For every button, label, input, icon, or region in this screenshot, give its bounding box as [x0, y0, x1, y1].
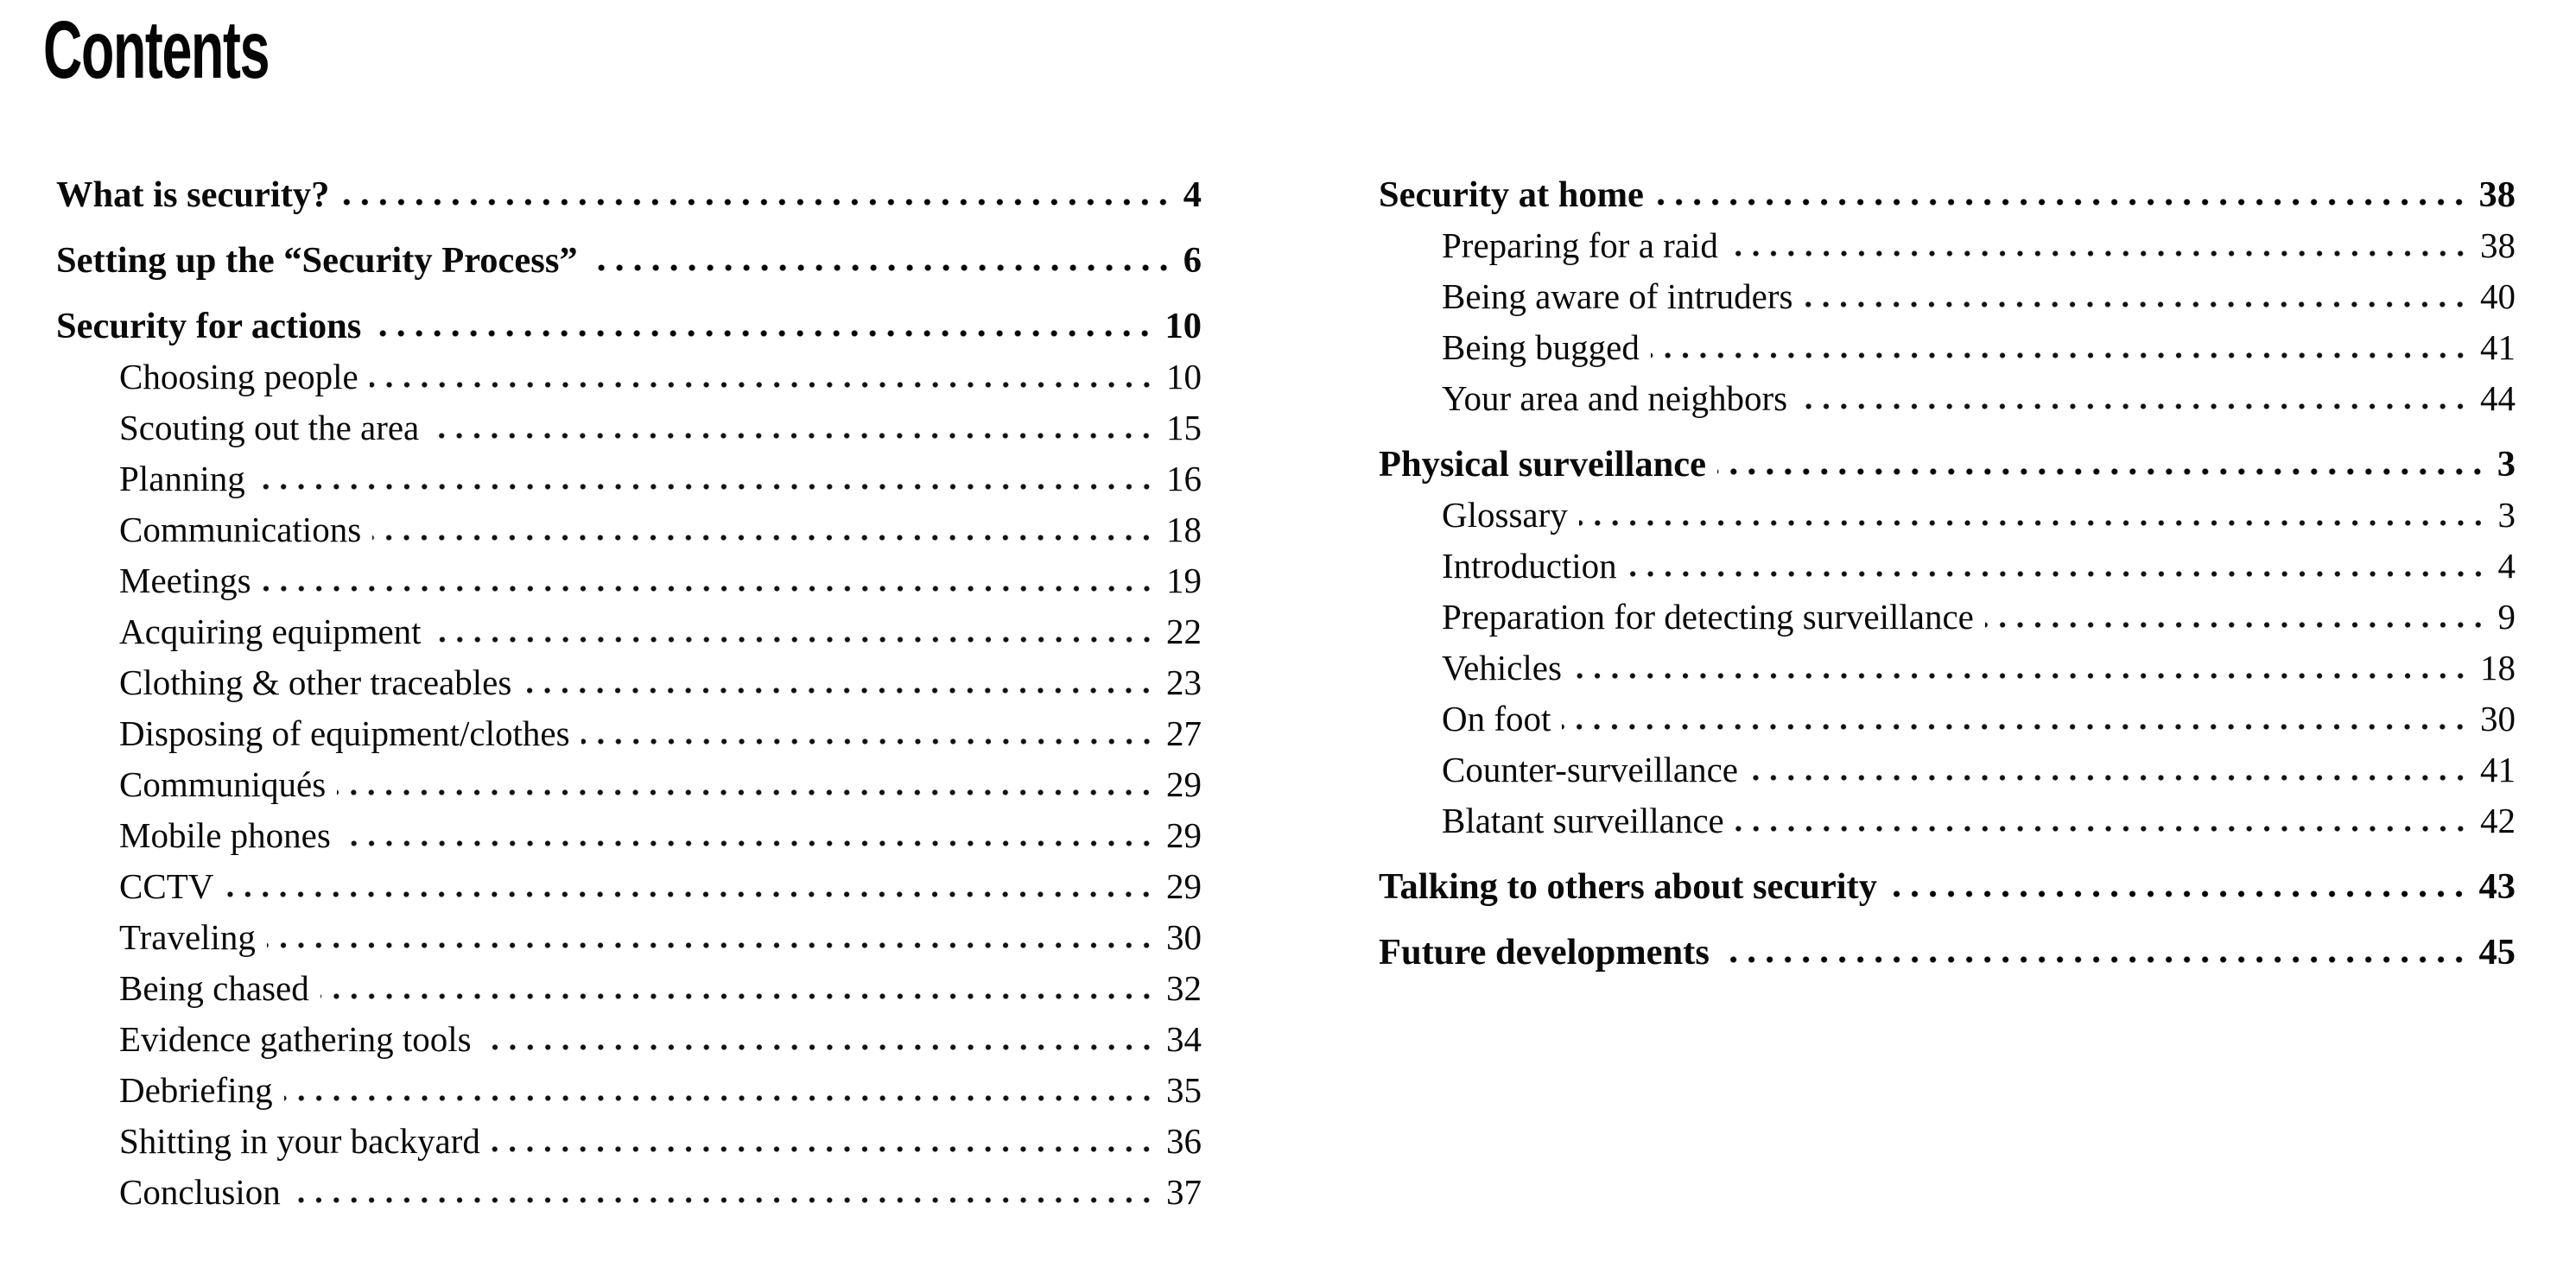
toc-entry-right-2: [1379, 271, 2516, 322]
toc-entry-right-4: [1379, 373, 2516, 424]
dot-leader-icon: [267, 941, 1160, 949]
dot-leader-icon: [370, 381, 1160, 389]
toc-entry-label: Your area and neighbors: [1442, 378, 1788, 418]
dot-leader-icon: [492, 1145, 1160, 1153]
toc-entry-page: 37: [1166, 1172, 1202, 1212]
toc-entry-page: 19: [1166, 561, 1202, 600]
toc-entry-label: Evidence gathering tools: [119, 1019, 472, 1059]
dot-leader-icon: [1888, 890, 2473, 898]
toc-entry-left-14: [56, 912, 1202, 963]
dot-leader-icon: [372, 329, 1158, 338]
toc-entry-right-5: [1379, 439, 2516, 490]
toc-entry-page: 22: [1166, 611, 1202, 651]
toc-entry-label: Being aware of intruders: [1442, 276, 1793, 316]
toc-entry-left-10: [56, 708, 1202, 759]
dot-leader-icon: [581, 738, 1160, 745]
toc-entry-label: Choosing people: [119, 357, 358, 396]
toc-entry-left-18: [56, 1116, 1202, 1167]
toc-entry-left-1: [56, 235, 1202, 286]
toc-entry-right-12: [1379, 795, 2516, 846]
dot-leader-icon: [1651, 352, 2474, 359]
dot-leader-icon: [1573, 672, 2474, 680]
dot-leader-icon: [1804, 301, 2474, 308]
toc-entry-page: 29: [1166, 764, 1202, 804]
toc-entry-right-3: [1379, 322, 2516, 373]
toc-entry-page: 41: [2480, 327, 2516, 367]
dot-leader-icon: [257, 483, 1160, 491]
toc-entry-right-14: [1379, 927, 2516, 978]
toc-entry-left-12: [56, 810, 1202, 861]
toc-entry-label: Conclusion: [119, 1172, 281, 1212]
dot-leader-icon: [320, 992, 1160, 1000]
toc-entry-page: 45: [2478, 932, 2516, 973]
toc-entry-page: 23: [1166, 662, 1202, 702]
toc-entry-right-13: [1379, 861, 2516, 912]
toc-entry-page: 10: [1164, 306, 1202, 346]
toc-entry-page: 43: [2478, 866, 2516, 907]
dot-leader-icon: [1628, 570, 2492, 578]
dot-leader-icon: [292, 1196, 1160, 1204]
toc-entry-label: Security for actions: [56, 306, 362, 346]
toc-column-left: [56, 169, 1202, 1218]
toc-entry-left-0: [56, 169, 1202, 220]
toc-entry-label: Preparing for a raid: [1442, 225, 1718, 265]
dot-leader-icon: [1985, 621, 2492, 629]
toc-entry-right-10: [1379, 694, 2516, 745]
toc-column-right: [1379, 169, 2516, 978]
toc-entry-left-11: [56, 759, 1202, 810]
toc-entry-page: 4: [1183, 174, 1202, 215]
toc-entry-left-16: [56, 1014, 1202, 1065]
toc-entry-page: 3: [2497, 495, 2516, 535]
dot-leader-icon: [372, 534, 1160, 542]
toc-entry-page: 27: [1166, 713, 1202, 753]
dot-leader-icon: [1579, 519, 2492, 527]
toc-entry-page: 18: [2480, 648, 2516, 688]
toc-entry-label: Introduction: [1442, 546, 1617, 586]
dot-leader-icon: [225, 890, 1160, 898]
dot-leader-icon: [523, 687, 1160, 694]
dot-leader-icon: [433, 636, 1160, 643]
toc-entry-label: Mobile phones: [119, 815, 331, 855]
dot-leader-icon: [340, 198, 1177, 206]
toc-entry-label: Setting up the “Security Process”: [56, 240, 578, 281]
dot-leader-icon: [483, 1043, 1160, 1051]
toc-entry-left-7: [56, 555, 1202, 606]
toc-entry-page: 9: [2497, 597, 2516, 637]
toc-entry-label: Debriefing: [119, 1070, 273, 1110]
dot-leader-icon: [342, 840, 1160, 847]
dot-leader-icon: [1799, 402, 2474, 410]
toc-entry-label: Communications: [119, 510, 362, 549]
toc-entry-label: Meetings: [119, 561, 251, 600]
dot-leader-icon: [1729, 250, 2474, 257]
toc-entry-page: 44: [2480, 378, 2516, 418]
toc-entry-left-17: [56, 1065, 1202, 1116]
toc-entry-label: Disposing of equipment/clothes: [119, 713, 570, 753]
toc-entry-page: 3: [2497, 444, 2516, 485]
toc-entry-label: Blatant surveillance: [1442, 801, 1724, 840]
toc-entry-label: Counter-surveillance: [1442, 750, 1738, 789]
dot-leader-icon: [1749, 774, 2474, 782]
dot-leader-icon: [263, 585, 1160, 592]
toc-entry-label: CCTV: [119, 866, 214, 906]
toc-entry-left-5: [56, 453, 1202, 504]
toc-entry-right-6: [1379, 490, 2516, 541]
toc-entry-right-1: [1379, 220, 2516, 271]
toc-entry-page: 30: [2480, 699, 2516, 738]
toc-entry-label: Scouting out the area: [119, 408, 420, 447]
toc-entry-label: Traveling: [119, 917, 256, 957]
toc-entry-right-0: [1379, 169, 2516, 220]
dot-leader-icon: [337, 789, 1160, 796]
toc-entry-left-15: [56, 963, 1202, 1014]
toc-entry-page: 35: [1166, 1070, 1202, 1110]
toc-entry-page: 41: [2480, 750, 2516, 789]
dot-leader-icon: [1717, 467, 2491, 476]
toc-entry-label: Preparation for detecting surveillance: [1442, 597, 1974, 637]
toc-entry-label: Shitting in your backyard: [119, 1121, 480, 1161]
toc-entry-page: 6: [1183, 240, 1202, 281]
toc-entry-right-7: [1379, 541, 2516, 592]
toc-entry-page: 42: [2480, 801, 2516, 840]
toc-entry-right-8: [1379, 592, 2516, 643]
toc-entry-left-2: [56, 301, 1202, 352]
dot-leader-icon: [430, 432, 1160, 440]
toc-entry-label: Communiqués: [119, 764, 327, 804]
toc-entry-page: 40: [2480, 276, 2516, 316]
dot-leader-icon: [1655, 198, 2473, 206]
toc-entry-label: Vehicles: [1442, 648, 1562, 688]
toc-entry-label: Talking to others about security: [1379, 866, 1877, 907]
dot-leader-icon: [1562, 723, 2474, 731]
page-title: Contents: [43, 4, 270, 96]
toc-entry-page: 29: [1166, 815, 1202, 855]
toc-entry-right-9: [1379, 643, 2516, 694]
toc-entry-left-4: [56, 402, 1202, 453]
dot-leader-icon: [589, 263, 1177, 272]
toc-entry-page: 18: [1166, 510, 1202, 549]
toc-entry-left-9: [56, 657, 1202, 708]
toc-entry-page: 38: [2478, 174, 2516, 215]
toc-entry-page: 32: [1166, 968, 1202, 1008]
toc-entry-label: Being bugged: [1442, 327, 1640, 367]
toc-entry-label: Future developments: [1379, 932, 1710, 973]
toc-entry-page: 34: [1166, 1019, 1202, 1059]
toc-entry-left-19: [56, 1167, 1202, 1218]
toc-entry-label: Clothing & other traceables: [119, 662, 512, 702]
toc-entry-page: 30: [1166, 917, 1202, 957]
dot-leader-icon: [1721, 955, 2473, 964]
dot-leader-icon: [1735, 825, 2474, 833]
toc-entry-left-13: [56, 861, 1202, 912]
toc-entry-label: Physical surveillance: [1379, 444, 1706, 485]
toc-entry-left-8: [56, 606, 1202, 657]
toc-entry-label: Planning: [119, 459, 245, 498]
toc-entry-label: What is security?: [56, 174, 330, 215]
toc-entry-page: 29: [1166, 866, 1202, 906]
dot-leader-icon: [284, 1094, 1160, 1102]
toc-entry-page: 10: [1166, 357, 1202, 396]
toc-entry-page: 36: [1166, 1121, 1202, 1161]
toc-entry-left-3: [56, 352, 1202, 402]
toc-entry-left-6: [56, 504, 1202, 555]
toc-entry-page: 16: [1166, 459, 1202, 498]
toc-entry-page: 38: [2480, 225, 2516, 265]
toc-entry-label: Acquiring equipment: [119, 611, 422, 651]
toc-entry-label: Security at home: [1379, 174, 1644, 215]
toc-entry-label: On foot: [1442, 699, 1551, 738]
toc-entry-right-11: [1379, 745, 2516, 795]
toc-entry-page: 15: [1166, 408, 1202, 447]
toc-entry-label: Glossary: [1442, 495, 1568, 535]
toc-entry-page: 4: [2497, 546, 2516, 586]
toc-entry-label: Being chased: [119, 968, 309, 1008]
